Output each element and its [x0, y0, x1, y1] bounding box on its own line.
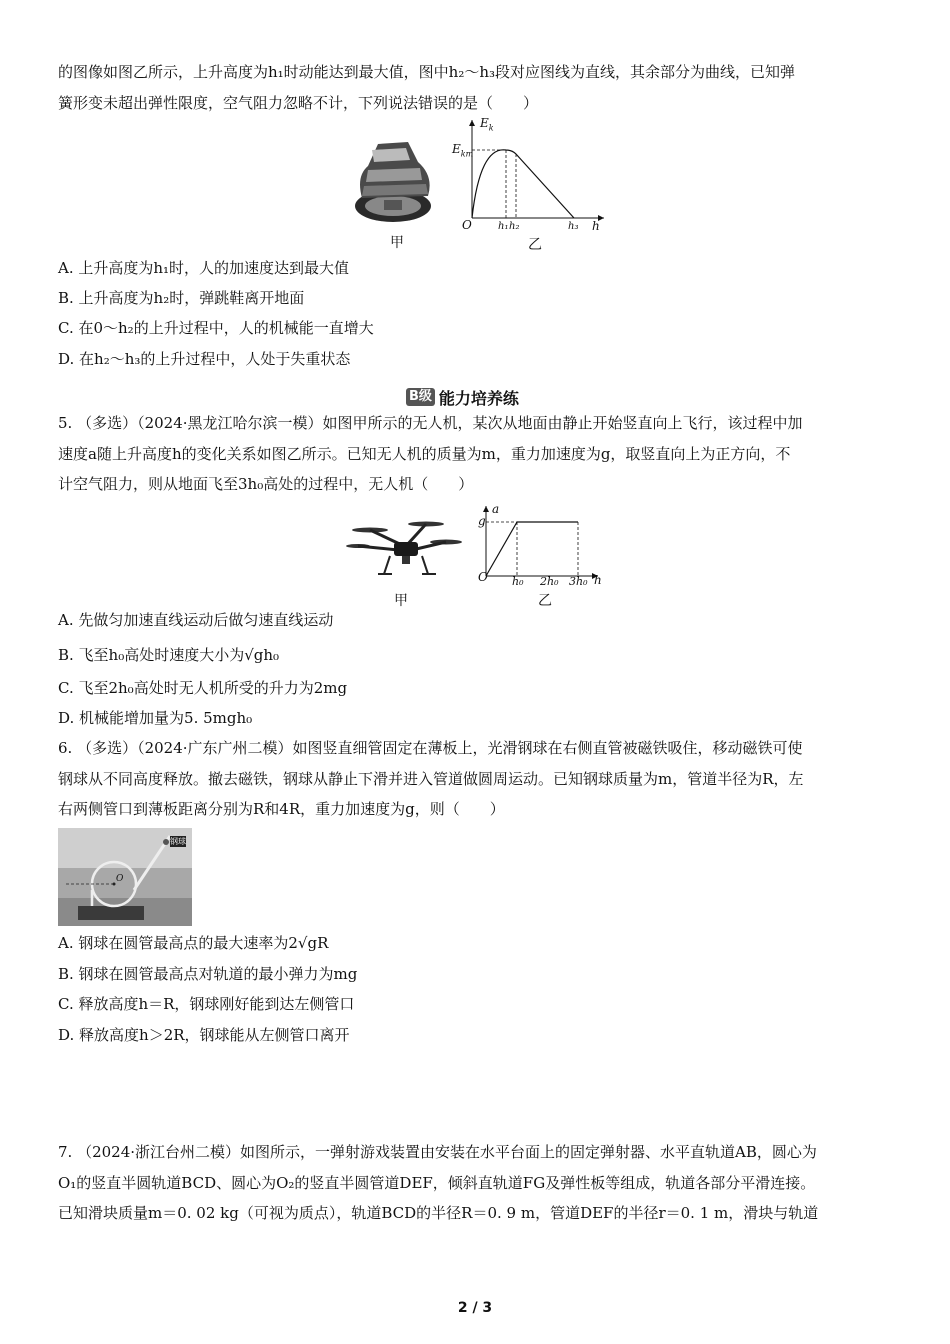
q6-option-a: A. 钢球在圆管最高点的最大速率为2√gR: [58, 934, 329, 952]
q4-graph-peak-label: $E_{km}$: [452, 142, 474, 159]
q5-option-b: B. 飞至h₀高处时速度大小为√gh₀: [58, 646, 280, 664]
q5-figure-yi-label: 乙: [538, 593, 552, 609]
q4-text-line-2: 簧形变未超出弹性限度，空气阻力忽略不计，下列说法错误的是（ ）: [58, 94, 539, 112]
q5-graph-x3: 3h₀: [569, 575, 588, 588]
q5-option-d: D. 机械能增加量为5. 5mgh₀: [58, 709, 253, 727]
q5-option-a: A. 先做匀加速直线运动后做匀速直线运动: [58, 611, 334, 629]
q6-option-c: C. 释放高度h＝R，钢球刚好能到达左侧管口: [58, 995, 355, 1013]
q4-option-c: C. 在0～h₂的上升过程中，人的机械能一直增大: [58, 319, 374, 337]
q6-photo-center-label: O: [116, 874, 124, 884]
q6-photo-ball-label: 钢球: [170, 837, 186, 846]
q4-graph-origin: O: [462, 218, 472, 232]
q6-option-b: B. 钢球在圆管最高点对轨道的最小弹力为mg: [58, 965, 358, 983]
q4-graph-h3: h₃: [568, 221, 579, 232]
q4-option-b: B. 上升高度为h₂时，弹跳鞋离开地面: [58, 289, 305, 307]
q4-option-a: A. 上升高度为h₁时，人的加速度达到最大值: [58, 259, 350, 277]
q7-text-line-1: 7. （2024·浙江台州二模）如图所示，一弹射游戏装置由安装在水平台面上的固定弹射器、水平直轨道AB，圆心为: [58, 1143, 817, 1161]
q5-text-line-2: 速度a随上升高度h的变化关系如图乙所示。已知无人机的质量为m，重力加速度为g，取竖直向上为正方向，不: [58, 445, 791, 463]
q4-text-line-1: 的图像如图乙所示，上升高度为h₁时动能达到最大值，图中h₂～h₃段对应图线为直线，其余部分为曲线，已知弹: [58, 63, 796, 81]
q4-figure-jia-label: 甲: [390, 235, 404, 251]
q6-text-line-1: 6. （多选）（2024·广东广州二模）如图竖直细管固定在薄板上，光滑钢球在右侧直管被磁铁吸住，移动磁铁可使: [58, 739, 803, 757]
section-level-tag: B级: [406, 388, 435, 406]
q6-text-line-3: 右两侧管口到薄板距离分别为R和4R，重力加速度为g，则（ ）: [58, 800, 505, 818]
q4-figure-yi-label: 乙: [528, 237, 542, 253]
q5-text-line-3: 计空气阻力，则从地面飞至3h₀高处的过程中，无人机（ ）: [58, 475, 474, 493]
q5-graph-x1: h₀: [512, 575, 524, 588]
q5-graph-x-label: h: [594, 573, 602, 587]
q4-graph-h1: h₁: [498, 221, 509, 232]
q5-graph-g-label: g: [478, 514, 486, 528]
q6-option-d: D. 释放高度h＞2R，钢球能从左侧管口离开: [58, 1026, 350, 1044]
q4-graph-x-label: h: [592, 219, 600, 233]
q6-apparatus-photo: [58, 828, 192, 926]
q7-text-line-2: O₁的竖直半圆轨道BCD、圆心为O₂的竖直半圆管道DEF，倾斜直轨道FG及弹性板等组成，轨道各部分平滑连接。: [58, 1174, 816, 1192]
section-banner: [406, 386, 519, 408]
q5-graph-y-label: a: [492, 502, 500, 516]
section-title: 能力培养练: [438, 388, 519, 408]
q4-option-d: D. 在h₂～h₃的上升过程中，人处于失重状态: [58, 350, 351, 368]
q5-text-line-1: 5. （多选）（2024·黑龙江哈尔滨一模）如图甲所示的无人机，某次从地面由静止开始竖直向上飞行，该过程中加: [58, 414, 803, 432]
q4-graph-y-label: $E_k$: [480, 116, 494, 133]
q5-graph-origin: O: [478, 570, 488, 584]
q4-graph-h2: h₂: [509, 221, 520, 232]
q7-text-line-3: 已知滑块质量m＝0. 02 kg（可视为质点），轨道BCD的半径R＝0. 9 m，管道DEF的半径r＝0. 1 m，滑块与轨道: [58, 1204, 819, 1222]
page-number: 2 / 3: [457, 1300, 493, 1316]
q5-graph-x2: 2h₀: [540, 575, 559, 588]
q4-ek-height-graph: [458, 116, 608, 236]
q5-figure-jia-label: 甲: [394, 593, 408, 609]
jumping-shoe-illustration: [348, 136, 438, 228]
q5-option-c: C. 飞至2h₀高处时无人机所受的升力为2mg: [58, 679, 348, 697]
drone-illustration: [346, 516, 466, 582]
q6-text-line-2: 钢球从不同高度释放。撤去磁铁，钢球从静止下滑并进入管道做圆周运动。已知钢球质量为m，管道半径为R，左: [58, 770, 804, 788]
